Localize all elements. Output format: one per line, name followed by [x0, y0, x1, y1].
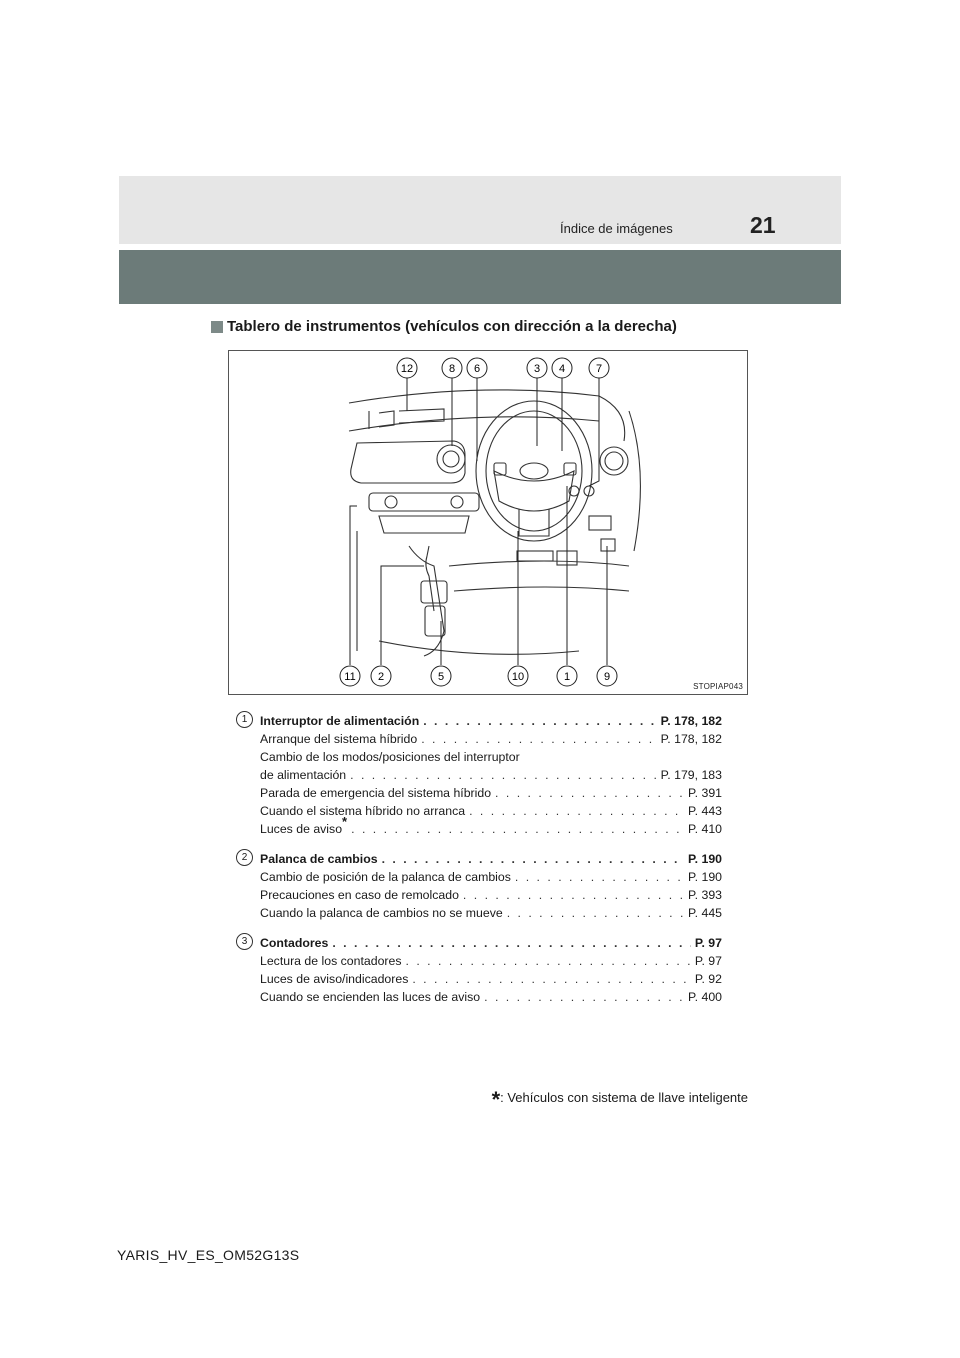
entry-item-page: P. 393	[688, 888, 722, 902]
callout-number: 8	[448, 363, 456, 375]
dashboard-drawing	[229, 351, 749, 696]
entry-item-label: Parada de emergencia del sistema híbrido	[260, 786, 492, 800]
entry-item-page: P. 400	[688, 990, 722, 1004]
entry-item-page: P. 445	[688, 906, 722, 920]
entry-item-label: Luces de aviso*	[260, 813, 348, 836]
callout-number: 6	[473, 363, 481, 375]
dashboard-illustration	[228, 350, 748, 695]
entry-item-page: P. 178, 182	[660, 732, 722, 746]
callout-number: 12	[400, 363, 414, 375]
entry-group-2	[236, 850, 722, 922]
header-section-title: Índice de imágenes	[560, 221, 673, 236]
entry-item-label: de alimentación	[260, 768, 347, 782]
entry-item-page: P. 97	[694, 954, 722, 968]
entry-item-label: Lectura de los contadores	[260, 954, 402, 968]
entry-item	[260, 868, 722, 886]
entry-item	[260, 988, 722, 1006]
footnote-marker: *	[342, 813, 348, 829]
entry-item-label: Cambio de posición de la palanca de cambios	[260, 870, 511, 884]
entry-item-page: P. 443	[688, 804, 722, 818]
callout-number: 10	[511, 671, 525, 683]
entry-item-label: Cuando se encienden las luces de aviso	[260, 990, 481, 1004]
header-band	[119, 176, 841, 244]
entry-number-badge: 3	[236, 933, 253, 950]
entry-title: Contadores	[260, 936, 329, 950]
entry-title: Interruptor de alimentación	[260, 714, 420, 728]
callout-number: 1	[563, 671, 571, 683]
entry-item	[260, 952, 722, 970]
entry-number-badge: 2	[236, 849, 253, 866]
entry-item	[260, 886, 722, 904]
entry-item-line	[260, 748, 722, 766]
entry-item-label: Luces de aviso/indicadores	[260, 972, 409, 986]
section-heading-text: Tablero de instrumentos (vehículos con dirección a la derecha)	[227, 318, 677, 335]
entry-page-ref: P. 178, 182	[660, 714, 722, 728]
entry-item-page: P. 179, 183	[660, 768, 722, 782]
entry-item-label: Precauciones en caso de remolcado	[260, 888, 459, 902]
entry-heading	[260, 712, 722, 730]
entry-item	[260, 766, 722, 784]
entry-number-badge: 1	[236, 711, 253, 728]
entry-page-ref: P. 190	[688, 852, 722, 866]
entry-item-label: Cambio de los modos/posiciones del interruptor	[260, 750, 520, 764]
entry-group-3	[236, 934, 722, 1006]
header-dark-band	[119, 250, 841, 304]
callout-number: 3	[533, 363, 541, 375]
callout-number: 2	[377, 671, 385, 683]
entry-item-page: P. 190	[688, 870, 722, 884]
entry-item-page: P. 391	[688, 786, 722, 800]
entry-list	[236, 712, 722, 1018]
entry-item	[260, 904, 722, 922]
section-heading	[211, 318, 677, 335]
callout-number: 7	[595, 363, 603, 375]
entry-item	[260, 813, 722, 838]
entry-item	[260, 730, 722, 748]
entry-title: Palanca de cambios	[260, 852, 378, 866]
footnote-text: : Vehículos con sistema de llave inteligente	[500, 1090, 748, 1105]
entry-heading	[260, 934, 722, 952]
heading-square-icon	[211, 321, 223, 333]
entry-item-label: Arranque del sistema híbrido	[260, 732, 418, 746]
entry-item-label: Cuando la palanca de cambios no se mueve	[260, 906, 503, 920]
footnote	[491, 1082, 748, 1112]
entry-item	[260, 784, 722, 802]
entry-group-1	[236, 712, 722, 838]
callout-group	[340, 358, 617, 686]
entry-item-page: P. 92	[694, 972, 722, 986]
figure-code: STOPIAP043	[693, 682, 743, 691]
entry-item-page: P. 410	[688, 822, 722, 836]
page-number: 21	[750, 212, 776, 238]
footnote-marker: *	[491, 1087, 501, 1112]
entry-page-ref: P. 97	[694, 936, 722, 950]
callout-number: 9	[603, 671, 611, 683]
entry-item	[260, 970, 722, 988]
callout-number: 4	[558, 363, 566, 375]
callout-number: 5	[437, 671, 445, 683]
entry-heading	[260, 850, 722, 868]
entry-item	[260, 802, 722, 820]
entry-item-label: Cuando el sistema híbrido no arranca	[260, 804, 466, 818]
callout-number: 11	[344, 671, 356, 683]
document-id: YARIS_HV_ES_OM52G13S	[117, 1247, 300, 1263]
